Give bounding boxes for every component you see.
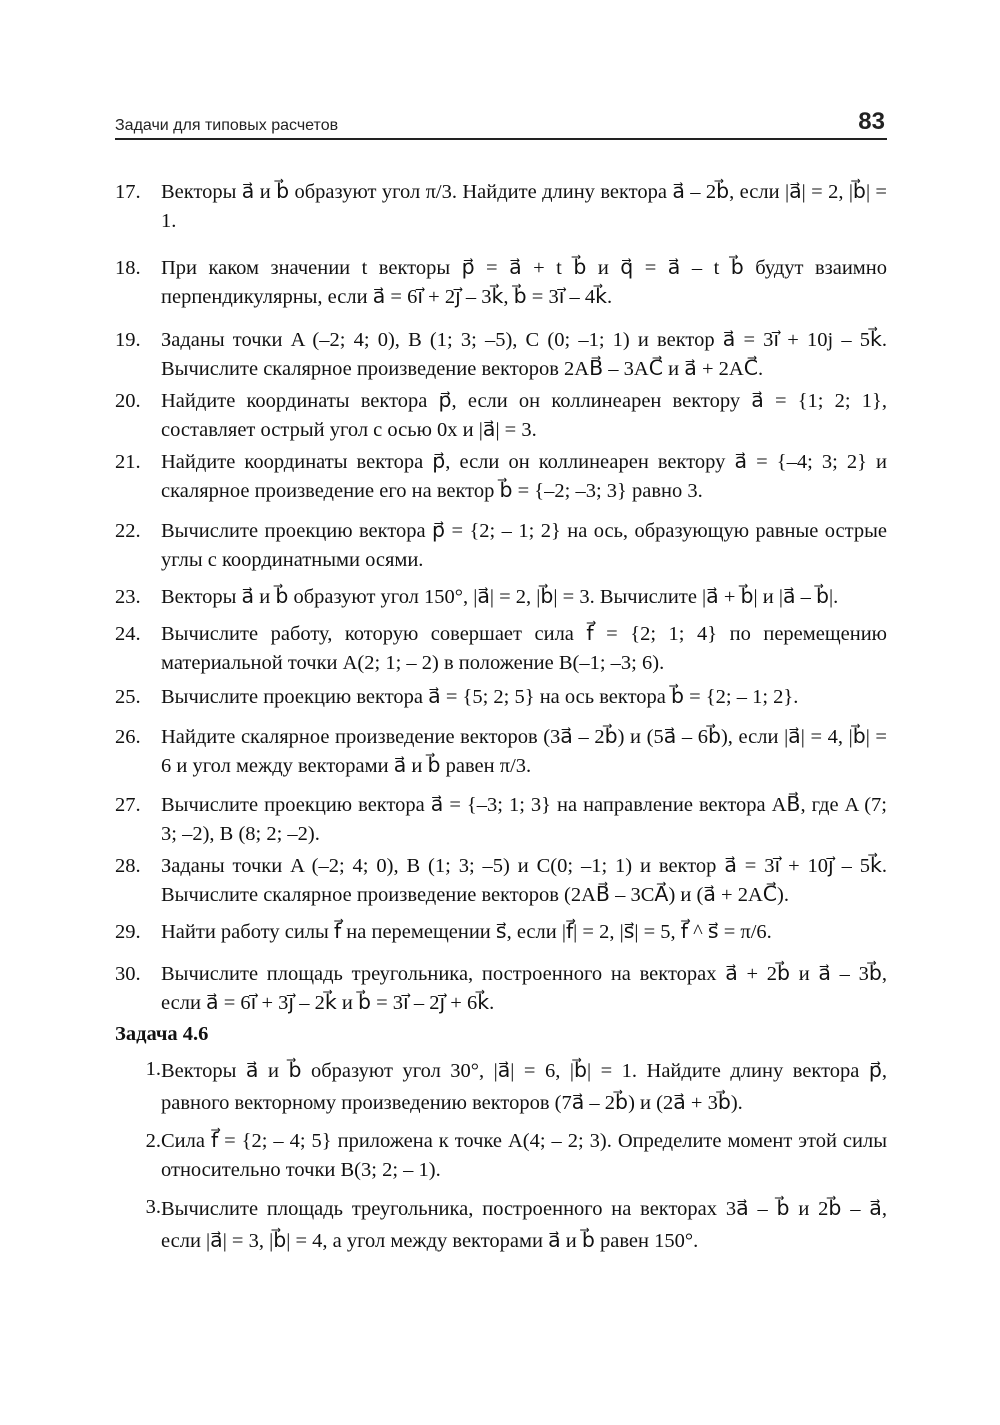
problem-text: Вычислите работу, которую совершает сила f⃗ = {2; 1; 4} по перемещению материальной точки A(2; 1; – 2) в положение B(–1; –3; 6). <box>161 623 887 674</box>
problem-text: Заданы точки A (–2; 4; 0), B (1; 3; –5) и C(0; –1; 1) и вектор a⃗ = 3i⃗ + 10j⃗ – 5k⃗. Вычислите скалярное произведение векторов (2AB⃗ – 3CA⃗) и (a⃗ + 2AC⃗). <box>161 855 887 906</box>
problem-number: 18. <box>115 257 141 279</box>
problem-number: 28. <box>115 855 141 877</box>
problem-number: 17. <box>115 181 141 203</box>
problem-text: Вычислите площадь треугольника, построенного на векторах 3a⃗ – b⃗ и 2b⃗ – a⃗, если |a⃗| = 3, |b⃗| = 4, а угол между векторами a⃗ и b⃗ равен 150°. <box>161 1198 887 1252</box>
problem-18 <box>115 254 887 312</box>
problem-number: 22. <box>115 520 141 542</box>
problem-number: 3. <box>145 1196 161 1218</box>
problem-number: 26. <box>115 726 141 748</box>
page-number: 83 <box>858 108 885 135</box>
section-heading: Задача 4.6 <box>115 1023 209 1045</box>
page-content <box>115 178 887 1257</box>
problem-29 <box>115 918 887 947</box>
problem-text: Найдите координаты вектора p⃗, если он коллинеарен вектору a⃗ = {1; 2; 1}, составляет острый угол с осью 0x и |a⃗| = 3. <box>161 390 887 441</box>
problem-number: 23. <box>115 586 141 608</box>
problem-27 <box>115 791 887 849</box>
section-problem-3 <box>115 1193 887 1257</box>
problem-28 <box>115 852 887 910</box>
problem-text: Найдите координаты вектора p⃗, если он коллинеарен вектору a⃗ = {–4; 3; 2} и скалярное произведение его на вектор b⃗ = {–2; –3; 3} равно 3. <box>161 451 887 502</box>
problem-text: Вычислите проекцию вектора a⃗ = {–3; 1; 3} на направление вектора AB⃗, где A (7; 3; –2), B (8; 2; –2). <box>161 794 887 845</box>
problem-number: 27. <box>115 794 141 816</box>
problem-text: Сила f⃗ = {2; – 4; 5} приложена к точке A(4; – 2; 3). Определите момент этой силы относительно точки B(3; 2; – 1). <box>161 1130 887 1181</box>
problem-text: Векторы a⃗ и b⃗ образуют угол 30°, |a⃗| = 6, |b⃗| = 1. Найдите длину вектора p⃗, равного векторному произведению векторов (7a⃗ – 2b⃗) и (2a⃗ + 3b⃗). <box>161 1060 887 1114</box>
problem-21 <box>115 448 887 506</box>
problem-number: 29. <box>115 921 141 943</box>
problem-text: Вычислите проекцию вектора p⃗ = {2; – 1; 2} на ось, образующую равные острые углы с координатными осями. <box>161 520 887 571</box>
problem-text: Векторы a⃗ и b⃗ образуют угол 150°, |a⃗| = 2, |b⃗| = 3. Вычислите |a⃗ + b⃗| и |a⃗ – b⃗|. <box>161 586 839 608</box>
section-problem-1 <box>115 1055 887 1119</box>
problem-number: 24. <box>115 623 141 645</box>
problem-text: При каком значении t векторы p⃗ = a⃗ + t b⃗ и q⃗ = a⃗ – t b⃗ будут взаимно перпендикулярны, если a⃗ = 6i⃗ + 2j⃗ – 3k⃗, b⃗ = 3i⃗ – 4k⃗. <box>161 257 887 308</box>
problem-19 <box>115 326 887 384</box>
section-problem-2 <box>115 1127 887 1185</box>
problem-number: 1. <box>145 1058 161 1080</box>
problem-number: 2. <box>145 1130 161 1152</box>
problem-24 <box>115 620 887 678</box>
problem-26 <box>115 723 887 781</box>
running-title: Задачи для типовых расчетов <box>115 117 339 134</box>
problem-text: Вычислите проекцию вектора a⃗ = {5; 2; 5} на ось вектора b⃗ = {2; – 1; 2}. <box>161 686 799 708</box>
problem-22 <box>115 517 887 575</box>
problem-text: Найдите скалярное произведение векторов (3a⃗ – 2b⃗) и (5a⃗ – 6b⃗), если |a⃗| = 4, |b⃗| = 6 и угол между векторами a⃗ и b⃗ равен π/3. <box>161 726 887 777</box>
problem-text: Заданы точки A (–2; 4; 0), B (1; 3; –5), C (0; –1; 1) и вектор a⃗ = 3i⃗ + 10j – 5k⃗. Вычислите скалярное произведение векторов 2AB⃗ – 3AC⃗ и a⃗ + 2AC⃗. <box>161 329 887 380</box>
problem-30 <box>115 960 887 1018</box>
problem-number: 30. <box>115 963 141 985</box>
problem-number: 19. <box>115 329 141 351</box>
problem-text: Вычислите площадь треугольника, построенного на векторах a⃗ + 2b⃗ и a⃗ – 3b⃗, если a⃗ = 6i⃗ + 3j⃗ – 2k⃗ и b⃗ = 3i⃗ – 2j⃗ + 6k⃗. <box>161 963 887 1014</box>
problem-text: Векторы a⃗ и b⃗ образуют угол π/3. Найдите длину вектора a⃗ – 2b⃗, если |a⃗| = 2, |b⃗| = 1. <box>161 181 887 232</box>
problem-25 <box>115 683 887 712</box>
problem-23 <box>115 583 887 612</box>
problem-text: Найти работу силы f⃗ на перемещении s⃗, если |f⃗| = 2, |s⃗| = 5, f⃗ ^ s⃗ = π/6. <box>161 921 772 943</box>
problem-17 <box>115 178 887 236</box>
problem-number: 20. <box>115 390 141 412</box>
problem-number: 21. <box>115 451 141 473</box>
problem-number: 25. <box>115 686 141 708</box>
problem-20 <box>115 387 887 445</box>
running-header <box>115 108 887 140</box>
